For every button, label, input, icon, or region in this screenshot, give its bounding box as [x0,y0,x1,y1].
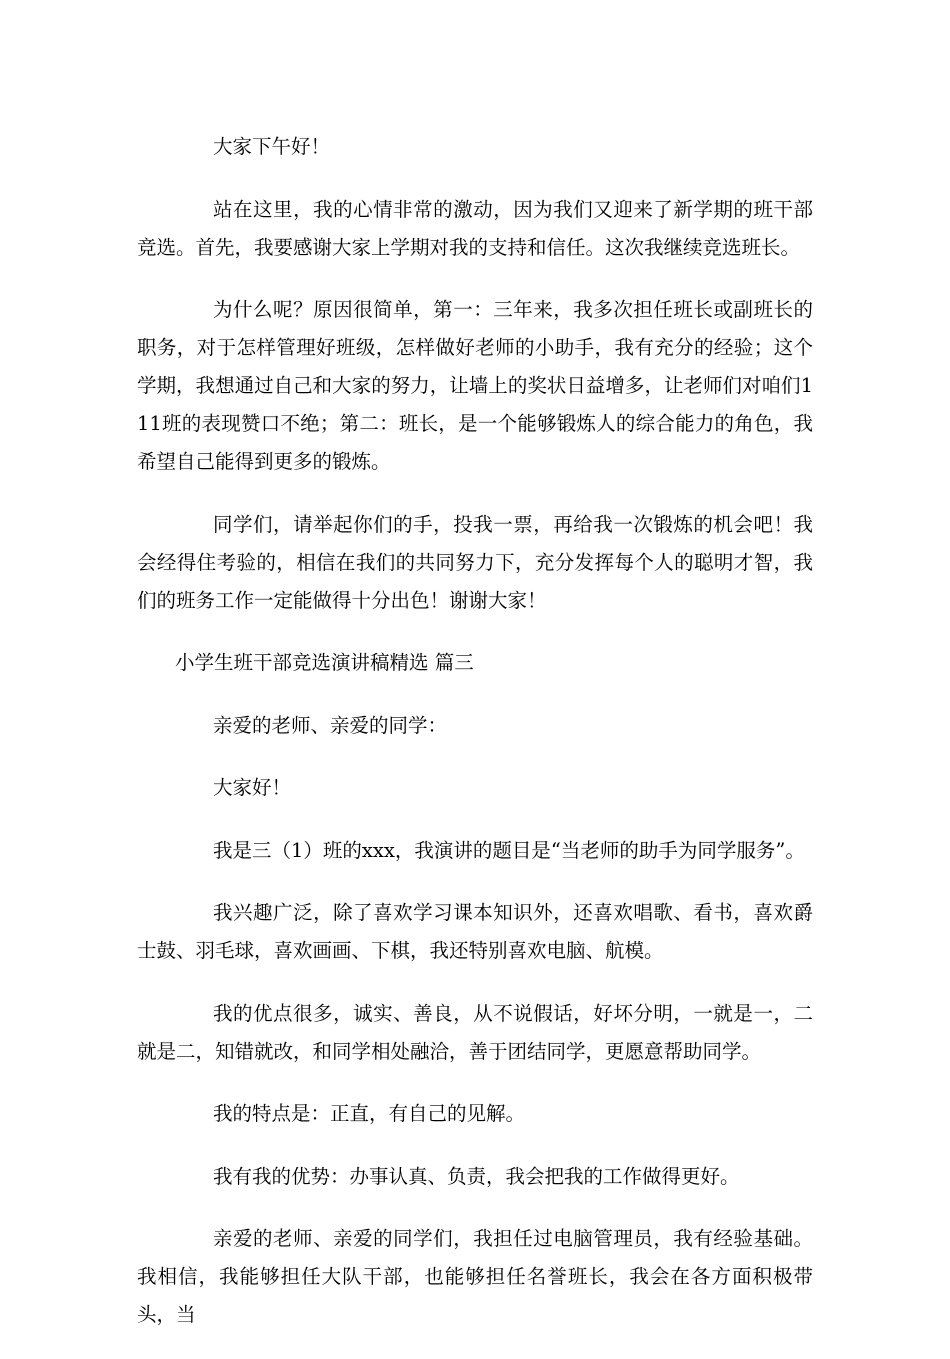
reason-paragraph: 为什么呢？原因很简单，第一：三年来，我多次担任班长或副班长的职务，对于怎样管理好班级，怎样做好老师的小助手，我有充分的经验；这个学期，我想通过自己和大家的努力，让墙上的奖状日益增多，让老师们对咱们111班的表现赞口不绝；第二：班长，是一个能够锻炼人的综合能力的角色，我希望自己能得到更多的锻炼。 [137,298,813,473]
closing-paragraph: 同学们，请举起你们的手，投我一票，再给我一次锻炼的机会吧！我会经得住考验的，相信在我们的共同努力下，充分发挥每个人的聪明才智，我们的班务工作一定能做得十分出色！谢谢大家！ [137,512,813,612]
document-body [137,128,813,1359]
salutation-paragraph: 亲爱的老师、亲爱的同学： [213,713,448,737]
traits-paragraph: 我的特点是：正直，有自己的见解。 [213,1102,526,1125]
section-heading: 小学生班干部竞选演讲稿精选 篇三 [175,651,474,674]
hello-paragraph: 大家好！ [213,776,292,799]
hobbies-paragraph: 我兴趣广泛，除了喜欢学习课本知识外，还喜欢唱歌、看书，喜欢爵士鼓、羽毛球，喜欢画画、下棋，我还特别喜欢电脑、航模。 [137,901,813,962]
intro-paragraph: 站在这里，我的心情非常的激动，因为我们又迎来了新学期的班干部竞选。首先，我要感谢大家上学期对我的支持和信任。这次我继续竞选班长。 [137,197,813,259]
self-intro-paragraph: 我是三（1）班的xxx，我演讲的题目是“当老师的助手为同学服务”。 [213,838,805,862]
advantages-paragraph: 我有我的优势：办事认真、负责，我会把我的工作做得更好。 [213,1164,740,1188]
greeting-paragraph: 大家下午好！ [213,135,331,158]
strengths-paragraph: 我的优点很多，诚实、善良，从不说假话，好坏分明，一就是一，二就是二，知错就改，和同学相处融洽，善于团结同学，更愿意帮助同学。 [137,1001,813,1063]
experience-paragraph: 亲爱的老师、亲爱的同学们，我担任过电脑管理员，我有经验基础。我相信，我能够担任大队干部，也能够担任名誉班长，我会在各方面积极带头，当 [137,1227,813,1326]
